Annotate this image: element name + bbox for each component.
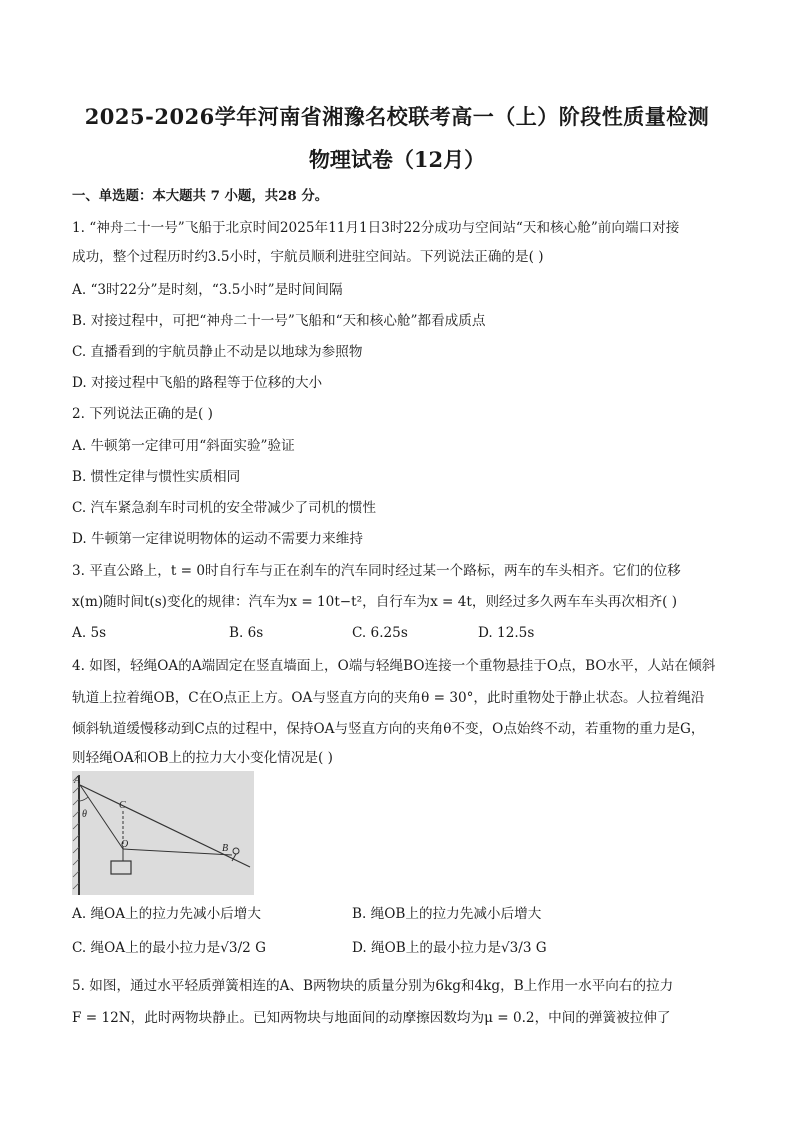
label-b: B bbox=[222, 843, 229, 854]
q1-option-d: D. 对接过程中飞船的路程等于位移的大小 bbox=[72, 375, 323, 391]
q3-option-a: A. 5s bbox=[72, 625, 107, 641]
q4-figure bbox=[72, 771, 254, 895]
label-a: A bbox=[74, 775, 81, 786]
section-heading: 一、单选题：本大题共 7 小题，共28 分。 bbox=[72, 188, 329, 204]
q1-stem-line1: 1. “神舟二十一号”飞船于北京时间2025年11月1日3时22分成功与空间站“天和核心舱”前向端口对接 bbox=[72, 220, 680, 236]
q1-stem-line2: 成功，整个过程历时约3.5小时，宇航员顺利进驻空间站。下列说法正确的是( ) bbox=[72, 249, 544, 265]
q2-option-c: C. 汽车紧急刹车时司机的安全带减少了司机的惯性 bbox=[72, 500, 377, 516]
q1-option-c: C. 直播看到的宇航员静止不动是以地球为参照物 bbox=[72, 344, 363, 360]
q2-stem: 2. 下列说法正确的是( ) bbox=[72, 406, 213, 422]
q2-option-a: A. 牛顿第一定律可用“斜面实验”验证 bbox=[72, 438, 295, 454]
q3-option-b: B. 6s bbox=[229, 625, 264, 641]
q4-stem-line4: 则轻绳OA和OB上的拉力大小变化情况是( ) bbox=[72, 750, 333, 766]
label-theta: θ bbox=[82, 809, 87, 820]
exam-title: 2025-2026学年河南省湘豫名校联考高一（上）阶段性质量检测 bbox=[84, 104, 710, 129]
q2-option-b: B. 惯性定律与惯性实质相同 bbox=[72, 469, 241, 485]
q2-option-d: D. 牛顿第一定律说明物体的运动不需要力来维持 bbox=[72, 531, 363, 547]
q1-option-b: B. 对接过程中，可把“神舟二十一号”飞船和“天和核心舱”都看成质点 bbox=[72, 313, 486, 329]
q5-stem-line1: 5. 如图，通过水平轻质弹簧相连的A、B两物块的质量分别为6kg和4kg，B上作用一水平向右的拉力 bbox=[72, 978, 674, 994]
q3-stem-line2: x(m)随时间t(s)变化的规律：汽车为x = 10t−t²，自行车为x = 4t，则经过多久两车车头再次相齐( ) bbox=[72, 594, 678, 610]
q4-option-c: C. 绳OA上的最小拉力是√3/2 G bbox=[72, 940, 266, 956]
q5-stem-line2: F = 12N，此时两物块静止。已知两物块与地面间的动摩擦因数均为μ = 0.2，中间的弹簧被拉伸了 bbox=[72, 1010, 671, 1026]
q4-option-a: A. 绳OA上的拉力先减小后增大 bbox=[72, 906, 261, 922]
q4-option-b: B. 绳OB上的拉力先减小后增大 bbox=[352, 906, 542, 922]
q4-stem-line3: 倾斜轨道缓慢移动到C点的过程中，保持OA与竖直方向的夹角θ不变，O点始终不动，若重物的重力是G， bbox=[72, 721, 705, 737]
q3-stem-line1: 3. 平直公路上，t = 0时自行车与正在刹车的汽车同时经过某一个路标，两车的车头相齐。它们的位移 bbox=[72, 563, 681, 579]
label-o: O bbox=[121, 839, 129, 850]
q3-option-c: C. 6.25s bbox=[352, 625, 408, 641]
q1-option-a: A. “3时22分”是时刻，“3.5小时”是时间间隔 bbox=[72, 282, 343, 298]
q4-stem-line1: 4. 如图，轻绳OA的A端固定在竖直墙面上，O端与轻绳BO连接一个重物悬挂于O点，BO水平，人站在倾斜 bbox=[72, 658, 716, 674]
q3-option-d: D. 12.5s bbox=[478, 625, 535, 641]
exam-subtitle: 物理试卷（12月） bbox=[308, 147, 486, 172]
q4-stem-line2: 轨道上拉着绳OB，C在O点正上方。OA与竖直方向的夹角θ = 30°，此时重物处于静止状态。人拉着绳沿 bbox=[72, 690, 705, 706]
label-c: C bbox=[119, 800, 126, 811]
q4-option-d: D. 绳OB上的最小拉力是√3/3 G bbox=[352, 940, 547, 956]
